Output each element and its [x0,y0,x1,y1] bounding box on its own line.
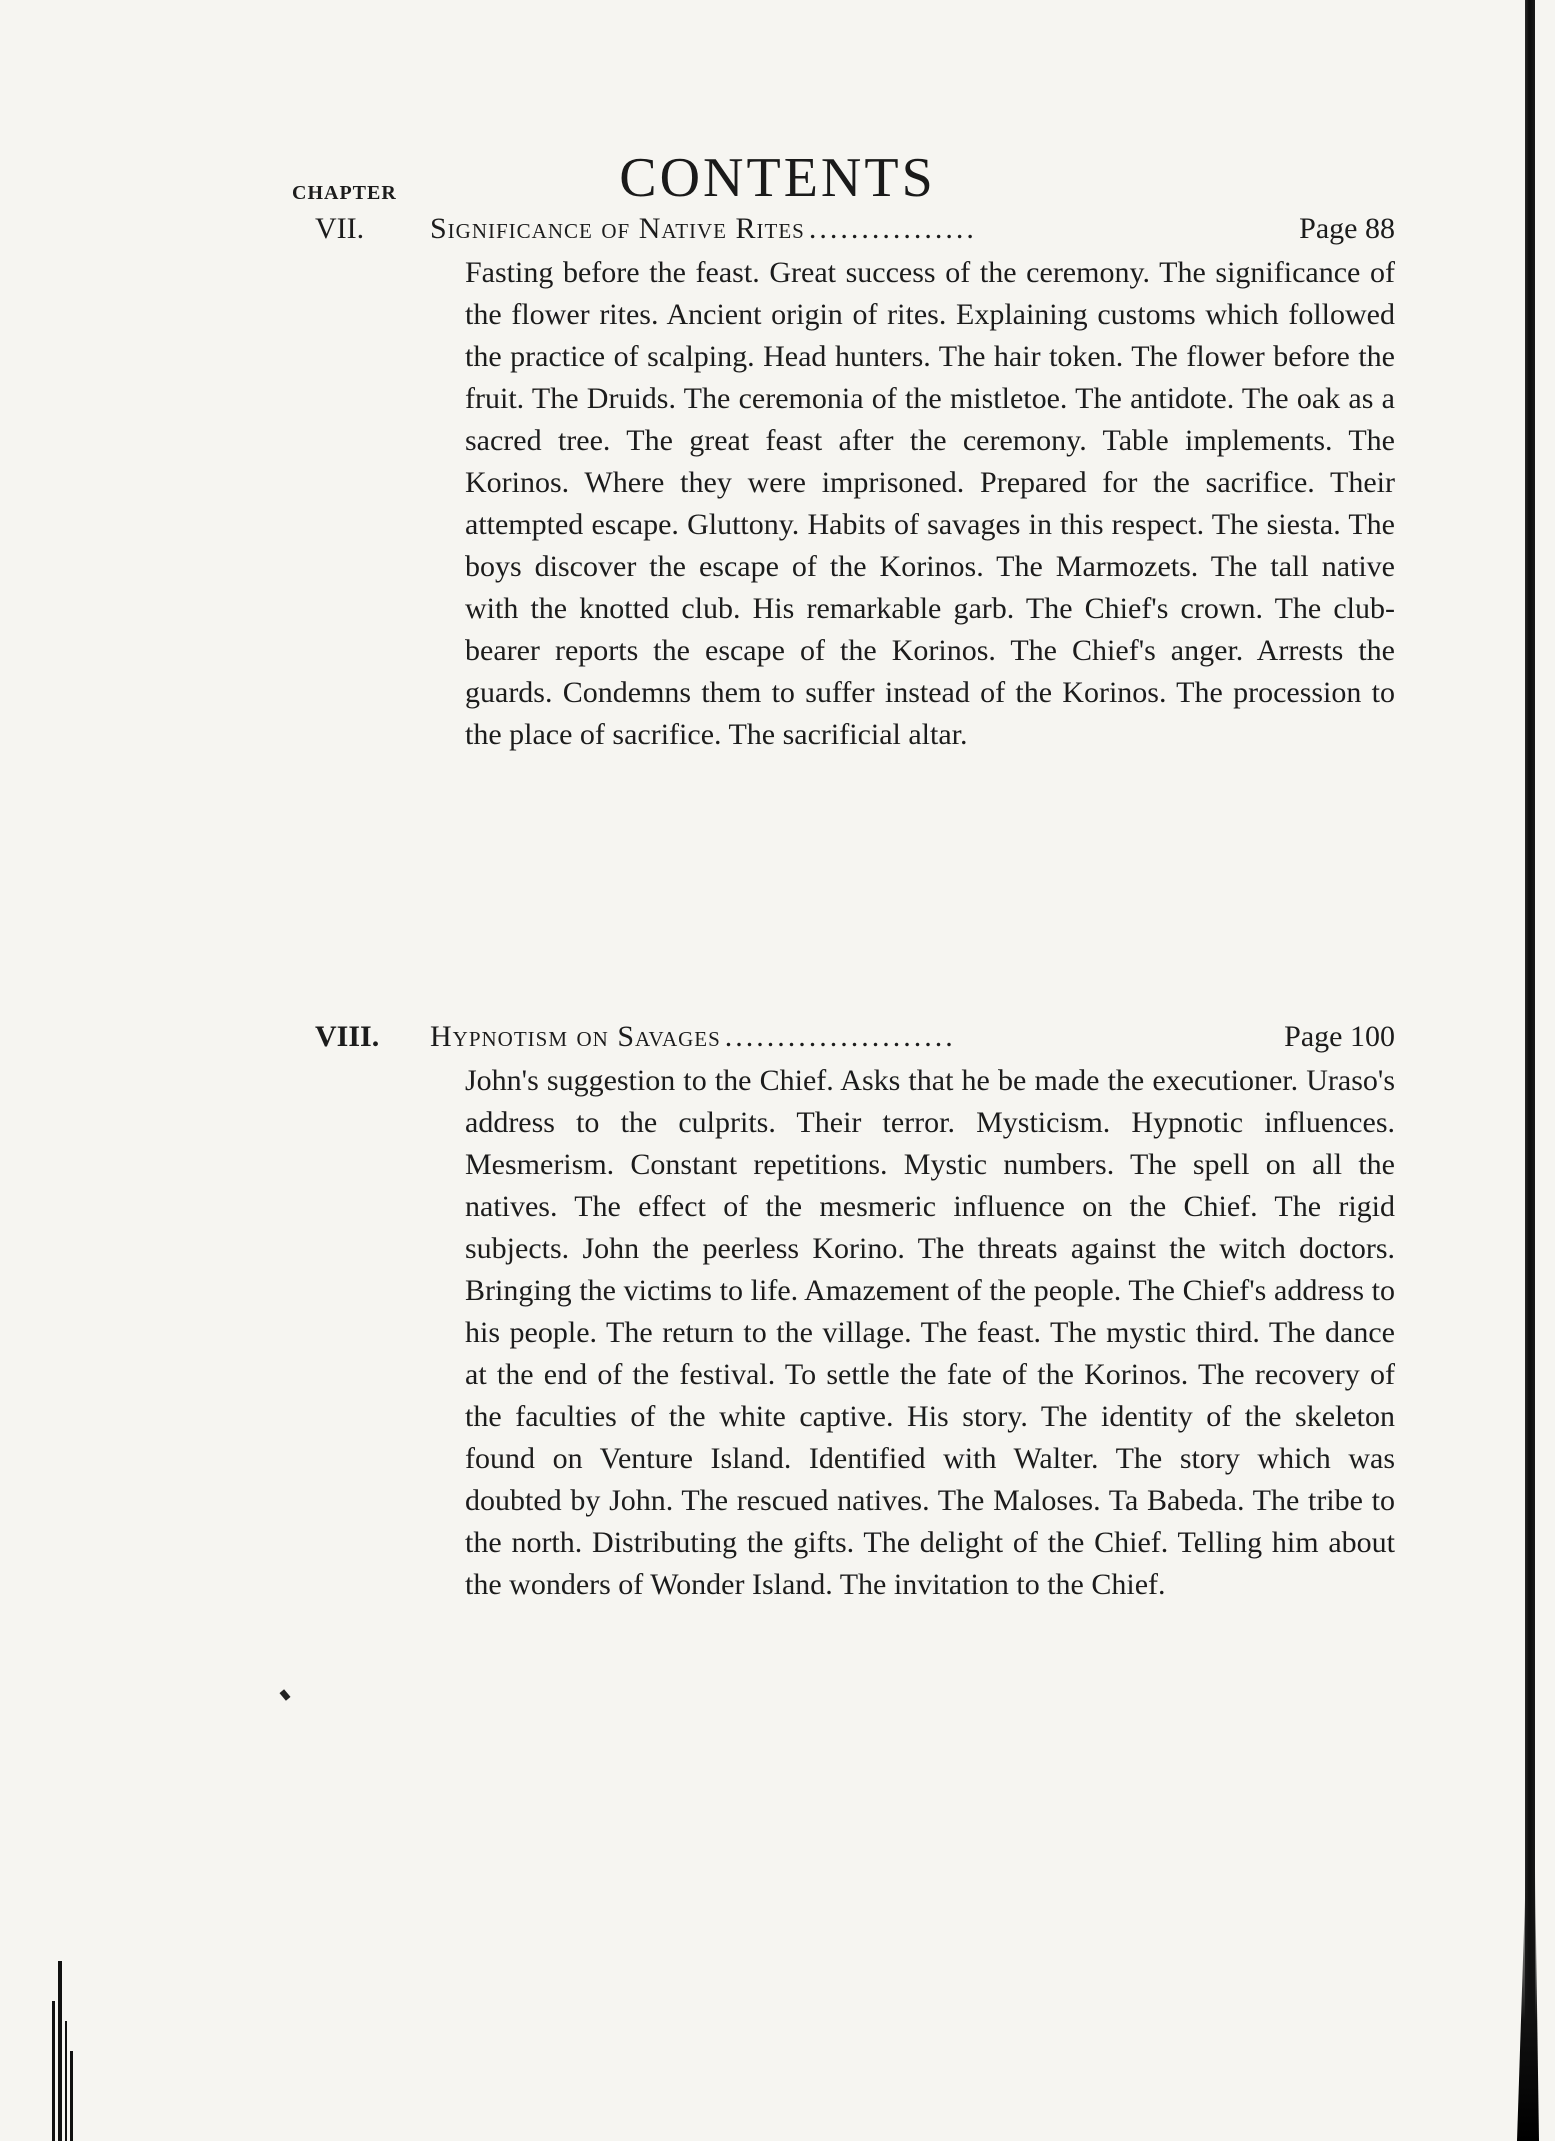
chapter-page-number: Page 88 [1299,212,1395,245]
binding-edge-left [52,1941,82,2141]
chapter-title-row [430,1016,1395,1058]
chapter-summary: Fasting before the feast. Great success of the ceremony. The significance of the flower rites. Ancient origin of rites. Explaining customs which followed the practice of scalping. Head hunters. The hair token. The flower before the fruit. The Druids. The ceremonia of the mistletoe. The antidote. The oak as a sacred tree. The great feast after the ceremony. Table implements. The Korinos. Where they were imprisoned. Prepared for the sacrifice. Their attempted escape. Gluttony. Habits of savages in this respect. The siesta. The boys discover the escape of the Korinos. The Marmozets. The tall native with the knotted club. His remarkable garb. The Chief's crown. The club-bearer reports the escape of the Korinos. The Chief's anger. Arrests the guards. Condemns them to suffer instead of the Korinos. The procession to the place of sacrifice. The sacrificial altar. [465,256,1395,751]
page-title: CONTENTS [619,146,936,209]
chapter-title-row [430,208,1395,250]
dot-leader: ................ [808,212,977,245]
chapter-title: Significance of Native Rites [430,212,805,245]
dot-leader: ...................... [724,1020,956,1053]
chapter-column-heading: CHAPTER [292,182,397,204]
chapter-number: VIII. [315,1020,380,1053]
chapter-summary: John's suggestion to the Chief. Asks that he be made the executioner. Uraso's address to the culprits. Their terror. Mysticism. Hypnotic influences. Mesmerism. Constant repetitions. Mystic numbers. The spell on all the natives. The effect of the mesmeric influence on the Chief. The rigid subjects. John the peerless Korino. The threats against the witch doctors. Bringing the victims to life. Amazement of the people. The Chief's address to his people. The return to the village. The feast. The mystic third. The dance at the end of the festival. To settle the fate of the Korinos. The recovery of the faculties of the white captive. His story. The identity of the skeleton found on Venture Island. Identified with Walter. The story which was doubted by John. The rescued natives. The Maloses. Ta Babeda. The tribe to the north. Distributing the gifts. The delight of the Chief. Telling him about the wonders of Wonder Island. The invitation to the Chief. [465,1064,1395,1601]
ink-speck [279,1689,290,1701]
binding-edge-shadow [1517,1841,1539,2141]
chapter-page-number: Page 100 [1284,1020,1395,1053]
binding-edge-right [1525,0,1535,2141]
chapter-title: Hypnotism on Savages [430,1020,721,1053]
toc-entry-header [300,208,1395,252]
toc-entry-chapter-7 [300,208,1395,756]
toc-entry-header [300,1016,1395,1060]
toc-entry-chapter-8 [300,1016,1395,1606]
chapter-number: VII. [315,212,365,245]
